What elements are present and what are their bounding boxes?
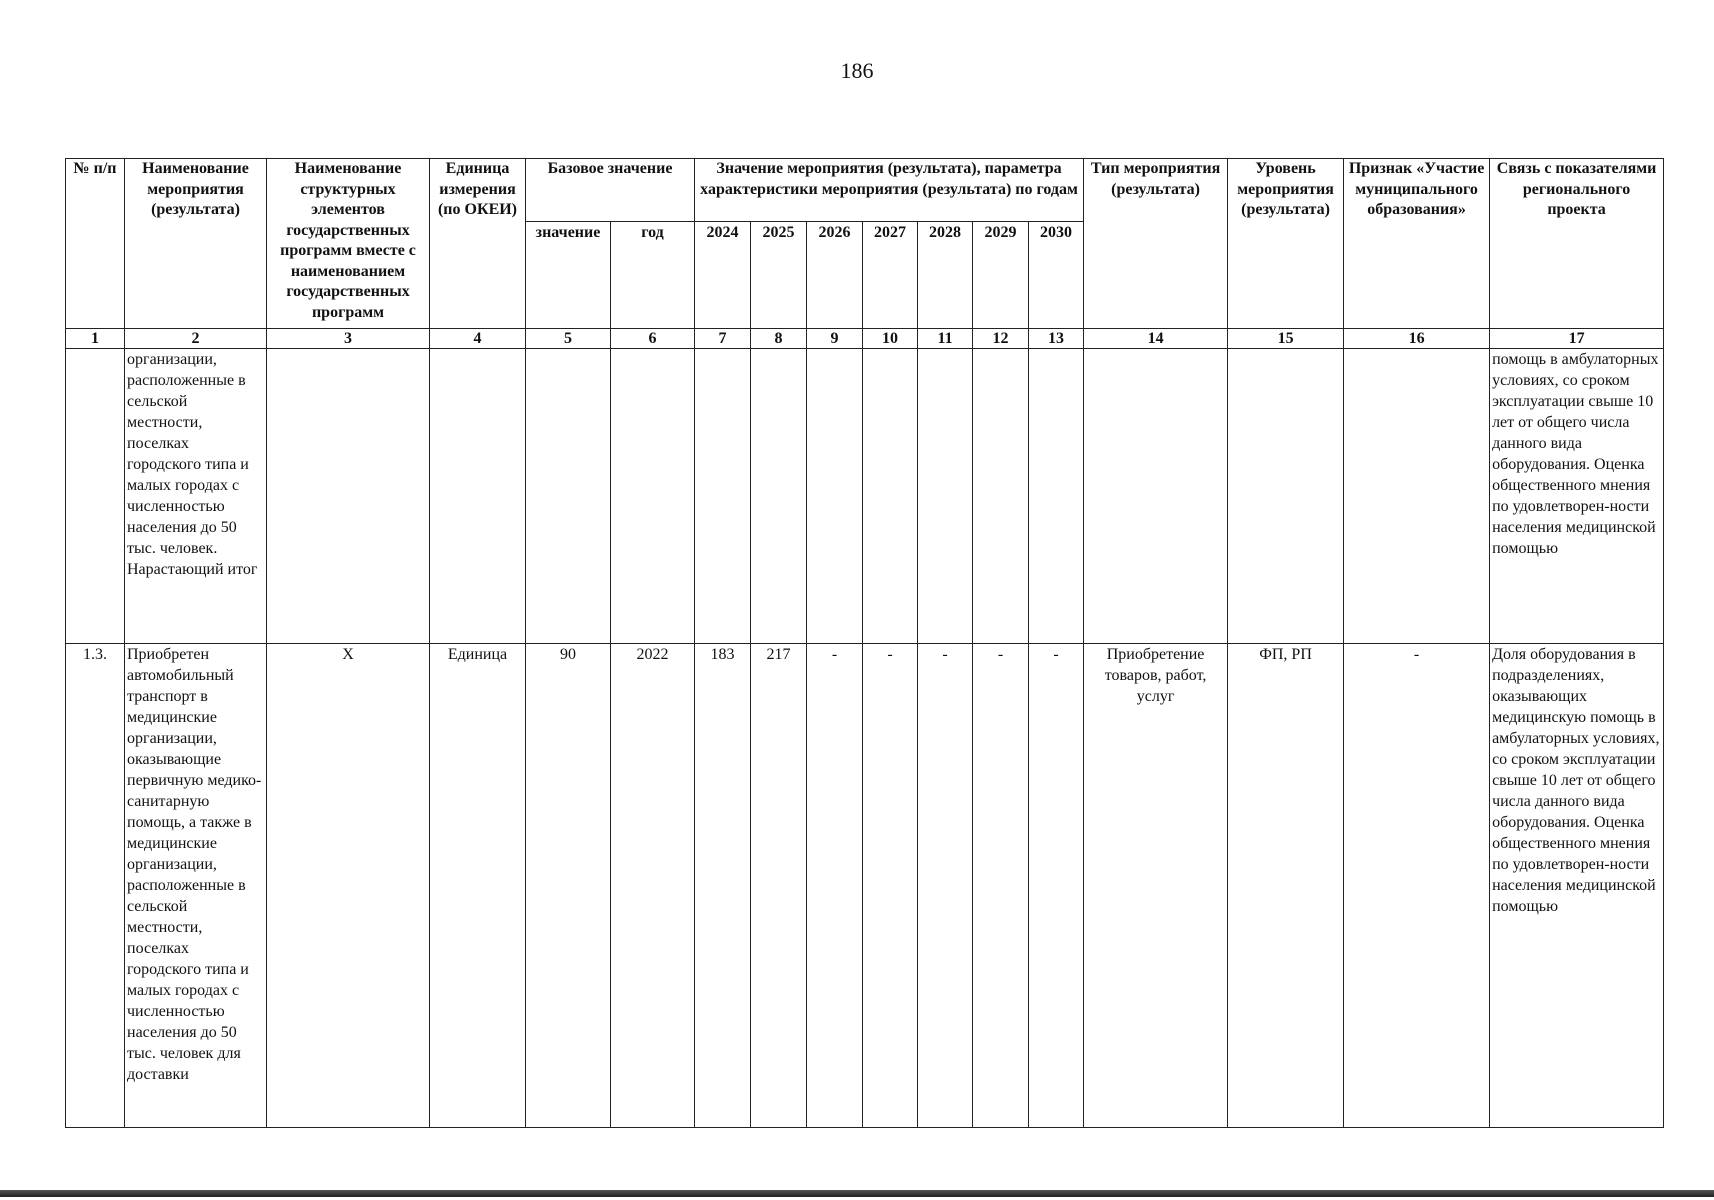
- column-number: 3: [267, 329, 430, 349]
- base-value-cell: [526, 349, 611, 644]
- year-value-cell: [863, 349, 918, 644]
- column-number: 6: [611, 329, 695, 349]
- column-number: 12: [973, 329, 1029, 349]
- header-base-year: год: [611, 222, 695, 329]
- column-number: 10: [863, 329, 918, 349]
- header-structural-elements: Наименование структурных элементов государственных программ вместе с наименованием государственных программ: [267, 159, 430, 329]
- header-number: № п/п: [66, 159, 125, 329]
- column-number: 2: [125, 329, 267, 349]
- header-base-value: значение: [526, 222, 611, 329]
- link-cell: помощь в амбулаторных условиях, со сроком эксплуатации свыше 10 лет от общего числа данного вида оборудования. Оценка общественного мнения по удовлетворен-ности населения медицинской помощью: [1490, 349, 1664, 644]
- year-value-cell: 217: [751, 644, 807, 1128]
- year-value-cell: [695, 349, 751, 644]
- header-year-2027: 2027: [863, 222, 918, 329]
- year-value-cell: [751, 349, 807, 644]
- table-row: [66, 349, 1664, 644]
- year-value-cell: [973, 349, 1029, 644]
- column-number: 11: [918, 329, 973, 349]
- year-value-cell: -: [918, 644, 973, 1128]
- column-number: 4: [430, 329, 526, 349]
- structural-element: Х: [267, 644, 430, 1128]
- column-number: 17: [1490, 329, 1664, 349]
- header-level: Уровень мероприятия (результата): [1228, 159, 1344, 329]
- base-year-cell: [611, 349, 695, 644]
- base-value-cell: 90: [526, 644, 611, 1128]
- participation-cell: [1344, 349, 1490, 644]
- header-link: Связь с показателями регионального проекта: [1490, 159, 1664, 329]
- column-number: 15: [1228, 329, 1344, 349]
- measure-name: организации, расположенные в сельской местности, поселках городского типа и малых городах с численностью населения до 50 тыс. человек. Нарастающий итог: [125, 349, 267, 644]
- column-number: 7: [695, 329, 751, 349]
- year-value-cell: 183: [695, 644, 751, 1128]
- participation-cell: -: [1344, 644, 1490, 1128]
- column-number: 9: [807, 329, 863, 349]
- header-year-2029: 2029: [973, 222, 1029, 329]
- header-type: Тип мероприятия (результата): [1084, 159, 1228, 329]
- year-value-cell: -: [863, 644, 918, 1128]
- column-number: 13: [1029, 329, 1084, 349]
- year-value-cell: -: [973, 644, 1029, 1128]
- column-number: 16: [1344, 329, 1490, 349]
- scan-bottom-edge: [0, 1190, 1714, 1197]
- header-years-group: Значение мероприятия (результата), параметра характеристики мероприятия (результата) по годам: [695, 159, 1084, 222]
- header-row: [66, 159, 1664, 222]
- column-number: 8: [751, 329, 807, 349]
- column-number: 1: [66, 329, 125, 349]
- column-number: 5: [526, 329, 611, 349]
- row-number: [66, 349, 125, 644]
- header-participation: Признак «Участие муниципального образования»: [1344, 159, 1490, 329]
- unit-cell: [430, 349, 526, 644]
- year-value-cell: -: [1029, 644, 1084, 1128]
- level-cell: ФП, РП: [1228, 644, 1344, 1128]
- year-value-cell: [918, 349, 973, 644]
- year-value-cell: [807, 349, 863, 644]
- type-cell: Приобретение товаров, работ, услуг: [1084, 644, 1228, 1128]
- column-number: 14: [1084, 329, 1228, 349]
- column-number-row: [66, 329, 1664, 349]
- year-value-cell: -: [807, 644, 863, 1128]
- measure-name: Приобретен автомобильный транспорт в медицинские организации, оказывающие первичную медико-санитарную помощь, а также в медицинские организации, расположенные в сельской местности, поселках городского типа и малых городах с численностью населения до 50 тыс. человек для доставки: [125, 644, 267, 1128]
- header-unit: Единица измерения (по ОКЕИ): [430, 159, 526, 329]
- structural-element: [267, 349, 430, 644]
- unit-cell: Единица: [430, 644, 526, 1128]
- header-year-2025: 2025: [751, 222, 807, 329]
- base-year-cell: 2022: [611, 644, 695, 1128]
- header-year-2024: 2024: [695, 222, 751, 329]
- header-measure-name: Наименование мероприятия (результата): [125, 159, 267, 329]
- row-number: 1.3.: [66, 644, 125, 1128]
- level-cell: [1228, 349, 1344, 644]
- header-base-value-group: Базовое значение: [526, 159, 695, 222]
- link-cell: Доля оборудования в подразделениях, оказывающих медицинскую помощь в амбулаторных условиях, со сроком эксплуатации свыше 10 лет от общего числа данного вида оборудования. Оценка общественного мнения по удовлетворен-ности населения медицинской помощью: [1490, 644, 1664, 1128]
- header-year-2030: 2030: [1029, 222, 1084, 329]
- measures-table: [65, 158, 1664, 1128]
- table-row: [66, 644, 1664, 1128]
- header-year-2028: 2028: [918, 222, 973, 329]
- page-number: 186: [840, 58, 874, 83]
- year-value-cell: [1029, 349, 1084, 644]
- header-year-2026: 2026: [807, 222, 863, 329]
- type-cell: [1084, 349, 1228, 644]
